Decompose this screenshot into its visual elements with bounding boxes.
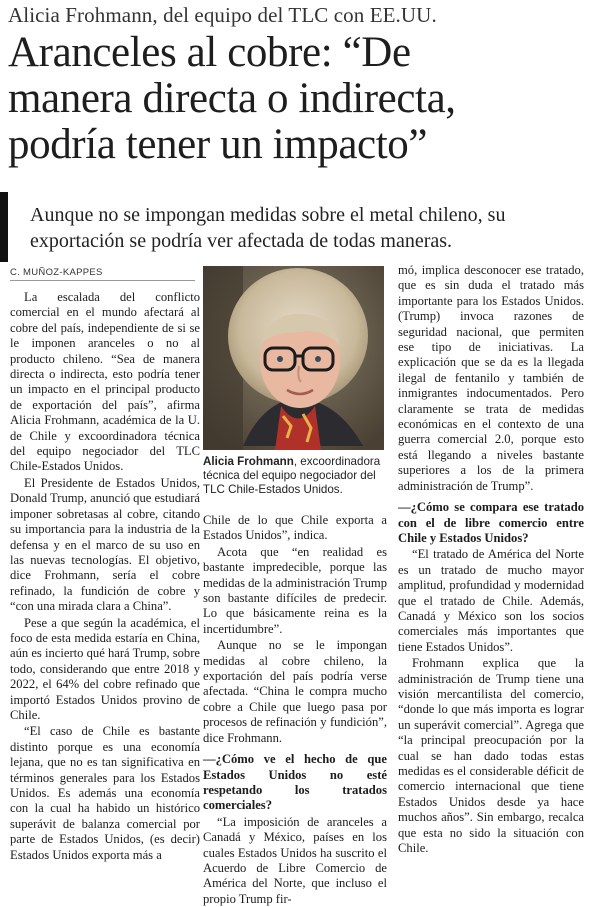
paragraph: Frohmann explica que la administración de Trump tiene una visión mercantilista del comercio, “donde lo que más importa es lograr un superávit comercial”. Agrega que “la principal preocupación por la cual se han dado todas estas medidas es el considerable déficit de comercio internacional que tiene Estados Unidos desde ya hace muchos años”. Sin embargo, recalca que esta no sido la situación con Chile. xyxy=(398,656,584,856)
interview-question: —¿Cómo ve el hecho de que Estados Unidos no esté respetando los tratados comerciales? xyxy=(203,752,387,813)
byline-divider xyxy=(10,280,195,281)
paragraph: Aunque no se le impongan medidas al cobre chileno, la exportación del país podría verse afectada. “China le compra mucho cobre a Chile que luego pasa por procesos de refinación y fundición”, dice Frohmann. xyxy=(203,638,387,745)
paragraph: “El caso de Chile es bastante distinto porque es una economía lejana, que no es tan significativa en términos generales para los Estados Unidos. Es además una economía con la cual ha habido un histórico superávit de balanza comercial por parte de Estados Unidos, (es decir) Estados Unidos exporta más a xyxy=(10,724,200,862)
portrait-photo xyxy=(203,266,384,450)
article-headline xyxy=(8,30,583,168)
headline-line: Aranceles al cobre: “De xyxy=(8,29,411,76)
article-subhead xyxy=(30,202,582,254)
paragraph: Chile de lo que Chile exporta a Estados Unidos”, indica. xyxy=(203,513,387,543)
headline-line: podría tener un impacto” xyxy=(8,121,428,168)
paragraph: Acota que “en realidad es bastante impredecible, porque las medidas de la administración Trump son bastante difíciles de predecir. Lo que básicamente reina es la incertidumbre”. xyxy=(203,544,387,636)
column-2 xyxy=(203,513,387,907)
paragraph: Pese a que según la académica, el foco de esta medida estaría en China, aún es incierto qué hará Trump, sobre todo, considerando que entre 2018 y 2022, el 64% del cobre refinado que importó Estados Unidos provino de Chile. xyxy=(10,615,200,722)
caption-text: , excoordinadora técnica del equipo negociador del TLC Chile-Estados Unidos. xyxy=(203,455,381,497)
column-3 xyxy=(398,263,584,856)
subhead-line: exportación se podría ver afectada de todas maneras. xyxy=(30,230,453,252)
photo-caption xyxy=(203,455,387,498)
byline: C. MUÑOZ-KAPPES xyxy=(10,267,103,278)
paragraph: “La imposición de aranceles a Canadá y México, países en los cuales Estados Unidos ha suscrito el Acuerdo de Libre Comercio de América del Norte, que incluso el propio Trump fir- xyxy=(203,814,387,906)
caption-name: Alicia Frohmann xyxy=(203,455,294,468)
paragraph: mó, implica desconocer ese tratado, que es sin duda el tratado más importante para los Estados Unidos. (Trump) invoca razones de seguridad nacional, que permiten ese tipo de iniciativas. La explicación que se da es la llegada ilegal de fentanilo y también de inmigrantes indocumentados. Pero claramente se trata de medidas económicas en el contexto de una guerra comercial 2.0, porque esto está llegando a niveles bastante superiores a los de la primera administración de Trump”. xyxy=(398,263,584,493)
subhead-line: Aunque no se impongan medidas sobre el metal chileno, su xyxy=(30,204,506,226)
article-kicker: Alicia Frohmann, del equipo del TLC con EE.UU. xyxy=(8,3,437,27)
headline-line: manera directa o indirecta, xyxy=(8,75,456,122)
subhead-accent-bar xyxy=(0,192,8,262)
paragraph: El Presidente de Estados Unidos, Donald Trump, anunció que estudiará imponer sobretasas al cobre, citando su importancia para la industria de la defensa y en el marco de su uso en las nuevas tecnologías. El objetivo, dice Frohmann, sería el cobre refinado, la fundición de cobre y “con una mirada clara a China”. xyxy=(10,475,200,614)
column-1 xyxy=(10,290,200,863)
interview-question: —¿Cómo se compara ese tratado con el de libre comercio entre Chile y Estados Unidos? xyxy=(398,500,584,545)
portrait-illustration xyxy=(203,266,384,450)
paragraph: La escalada del conflicto comercial en el mundo afectará al cobre del país, independiente de si se le imponen aranceles o no al producto chileno. “Sea de manera directa o indirecta, esto podría tener un impacto en el principal producto de exportación del país”, afirma Alicia Frohmann, académica de la U. de Chile y excoordinadora técnica del equipo negociador del TLC Chile-Estados Unidos. xyxy=(10,290,200,474)
paragraph: “El tratado de América del Norte es un tratado de mucho mayor amplitud, profundidad y modernidad que el tratado de Chile. Además, Canadá y México son los socios comerciales más importantes que tiene Estados Unidos”. xyxy=(398,547,584,654)
